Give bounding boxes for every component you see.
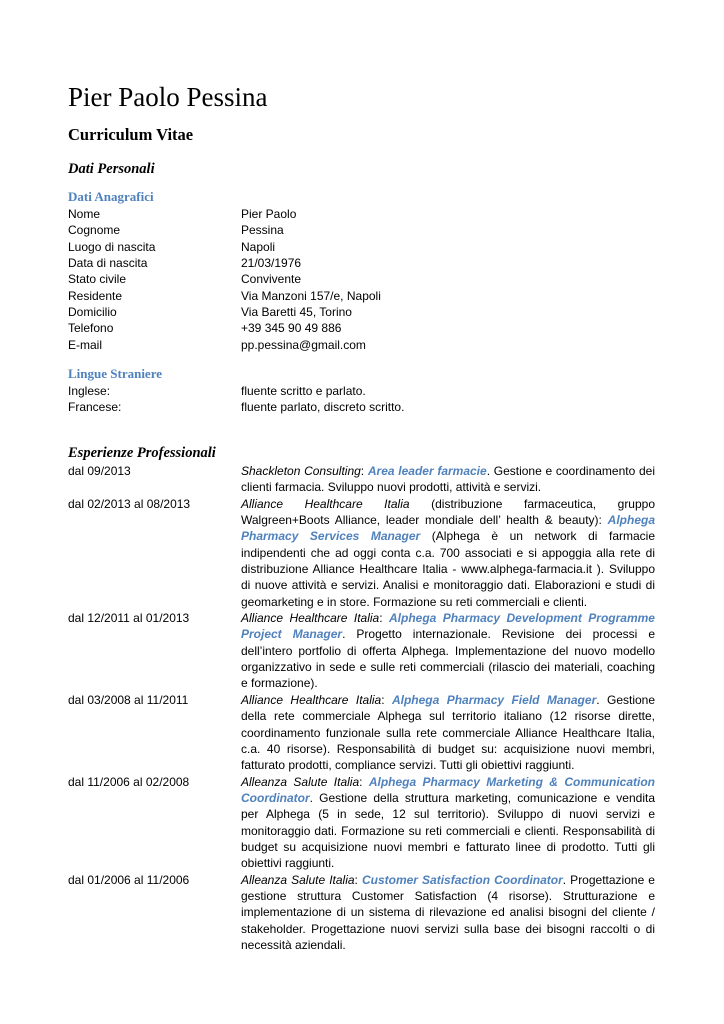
- kv-row: [68, 255, 668, 271]
- job-role: Alphega Pharmacy Development Programme Project Manager: [241, 611, 655, 642]
- experience-description: [241, 610, 655, 692]
- experience-text-pre: :: [381, 692, 392, 707]
- section-heading-experience: Esperienze Professionali: [68, 445, 216, 461]
- company-name: Alliance Healthcare Italia: [241, 611, 380, 626]
- person-name: Pier Paolo Pessina: [68, 82, 268, 112]
- experience-text-pre: :: [379, 611, 389, 626]
- subheading-anagrafici: Dati Anagrafici: [68, 189, 154, 204]
- job-role: Alphega Pharmacy Services Manager: [241, 513, 655, 544]
- kv-row: [68, 271, 668, 287]
- experience-item: [68, 610, 655, 692]
- kv-value: fluente parlato, discreto scritto.: [241, 400, 405, 415]
- experience-text: . Gestione della struttura marketing, comunicazione e vendita per Alphega (5 in sede, 12 sul territorio). Sviluppo di nuovi servizi e monitoraggio dati. Formazione su reti commerciali e clienti. Responsabilità di budget su acquisizione nuovi membri e fatturato linee di prodotto. Tutti gli obiettivi raggiunti.: [241, 790, 655, 871]
- kv-label: Francese:: [68, 400, 122, 415]
- experience-description: [241, 496, 655, 610]
- kv-label: E-mail: [68, 337, 103, 352]
- kv-value: Convivente: [241, 272, 302, 287]
- experience-text-pre: (distribuzione farmaceutica, gruppo Walgreen+Boots Alliance, leader mondiale dell’ health & beauty):: [241, 496, 656, 528]
- company-name: Alliance Healthcare Italia: [241, 496, 410, 511]
- experience-item: [68, 496, 655, 610]
- kv-row: [68, 239, 668, 255]
- job-role: Area leader farmacie: [367, 464, 487, 478]
- experience-description: [241, 872, 655, 954]
- experience-date: dal 03/2008 al 11/2011: [68, 692, 189, 707]
- experience-item: [68, 463, 655, 496]
- experience-date: dal 11/2006 al 02/2008: [68, 774, 190, 789]
- experience-date: dal 09/2013: [68, 464, 131, 478]
- kv-value: Pier Paolo: [241, 207, 297, 221]
- kv-value: Napoli: [241, 239, 276, 254]
- job-role: Alphega Pharmacy Marketing & Communication Coordinator: [241, 774, 656, 805]
- kv-label: Stato civile: [68, 272, 127, 287]
- experience-item: [68, 872, 655, 954]
- experience-description: [241, 774, 655, 872]
- experience-date: dal 02/2013 al 08/2013: [68, 496, 191, 511]
- section-heading-personal: Dati Personali: [68, 161, 155, 177]
- company-name: Shackleton Consulting: [241, 464, 361, 478]
- experience-date: dal 12/2011 al 01/2013: [68, 611, 190, 626]
- kv-label: Telefono: [68, 321, 114, 336]
- kv-row: [68, 399, 668, 415]
- experience-text: (Alphega è un network di farmacie indipendenti che ad oggi conta c.a. 700 associati e si appoggia alla rete di distribuzione Alliance Healthcare Italia - www.alphega-farmacia.it ). Sviluppo di nuove attività e servizi. Analisi e monitoraggio dati. Elaborazioni e studi di geomarketing e in store. Formazione su reti commerciali e clienti.: [241, 529, 655, 609]
- kv-value: +39 345 90 49 886: [241, 321, 342, 336]
- kv-row: [68, 304, 668, 320]
- kv-label: Luogo di nascita: [68, 239, 156, 254]
- kv-row: [68, 222, 668, 238]
- experience-date: dal 01/2006 al 11/2006: [68, 872, 190, 887]
- anagrafici-table: [68, 206, 668, 353]
- experience-description: [241, 692, 655, 774]
- experience-text-pre: :: [354, 872, 362, 887]
- kv-label: Residente: [68, 288, 123, 303]
- experience-item: [68, 774, 655, 872]
- subheading-lingue: Lingue Straniere: [68, 366, 163, 381]
- email-value[interactable]: pp.pessina@gmail.com: [241, 337, 366, 352]
- experience-description: Shackleton Consulting: Area leader farmacie. Gestione e coordinamento dei clienti farmacia. Sviluppo nuovi prodotti, attività e servizi.: [241, 464, 655, 495]
- experience-item: [68, 692, 655, 774]
- kv-row: [68, 320, 668, 336]
- kv-row: [68, 383, 668, 399]
- company-name: Alleanza Salute Italia: [241, 774, 360, 789]
- kv-value: Pessina: [241, 223, 284, 238]
- experience-text: . Gestione della rete commerciale Alphega sul territorio italiano (12 risorse dirette, coordinamento funzionale sulla rete commerciale Alliance Healthcare Italia, c.a. 40 risorse). Responsabilità di budget su: acquisizione nuovi membri, fatturato prodotti, compliance servizi. Tutti gli obiettivi raggiunti.: [241, 692, 656, 773]
- kv-row: [68, 288, 668, 304]
- kv-label: Inglese:: [68, 384, 111, 398]
- kv-label: Data di nascita: [68, 256, 148, 271]
- job-role: Alphega Pharmacy Field Manager: [391, 692, 597, 707]
- company-name: Alliance Healthcare Italia: [241, 692, 382, 707]
- kv-row: [68, 206, 668, 222]
- kv-label: Cognome: [68, 223, 121, 238]
- experience-text: . Gestione e coordinamento dei clienti farmacia. Sviluppo nuovi prodotti, attività e servizi.: [241, 464, 655, 495]
- document-subtitle: Curriculum Vitae: [68, 125, 194, 144]
- kv-value: Via Baretti 45, Torino: [241, 305, 352, 320]
- kv-label: Nome: [68, 207, 101, 221]
- kv-value: 21/03/1976: [241, 256, 302, 271]
- kv-value: Via Manzoni 157/e, Napoli: [241, 288, 381, 303]
- job-role: Customer Satisfaction Coordinator: [361, 872, 563, 887]
- experience-text-pre: :: [359, 774, 369, 789]
- languages-table: [68, 383, 668, 416]
- experience-text: . Progettazione e gestione struttura Customer Satisfaction (4 risorse). Strutturazione e implementazione di un sistema di rilevazione ed analisi bisogni del cliente / stakeholder. Progettazione nuovi servizi sulla base dei bisogni raccolti o di necessità aziendali.: [241, 872, 655, 952]
- kv-row: [68, 337, 668, 353]
- kv-value: fluente scritto e parlato.: [241, 384, 366, 398]
- experience-list: [68, 463, 655, 953]
- company-name: Alleanza Salute Italia: [241, 872, 355, 887]
- experience-text: . Progetto internazionale. Revisione dei processi e dell’intero portfolio di offerta Alphega. Implementazione del nuovo modello organizzativo in sede e sulle reti commerciali (rilascio dei materiali, coaching e formazione).: [241, 627, 655, 691]
- kv-label: Domicilio: [68, 305, 117, 320]
